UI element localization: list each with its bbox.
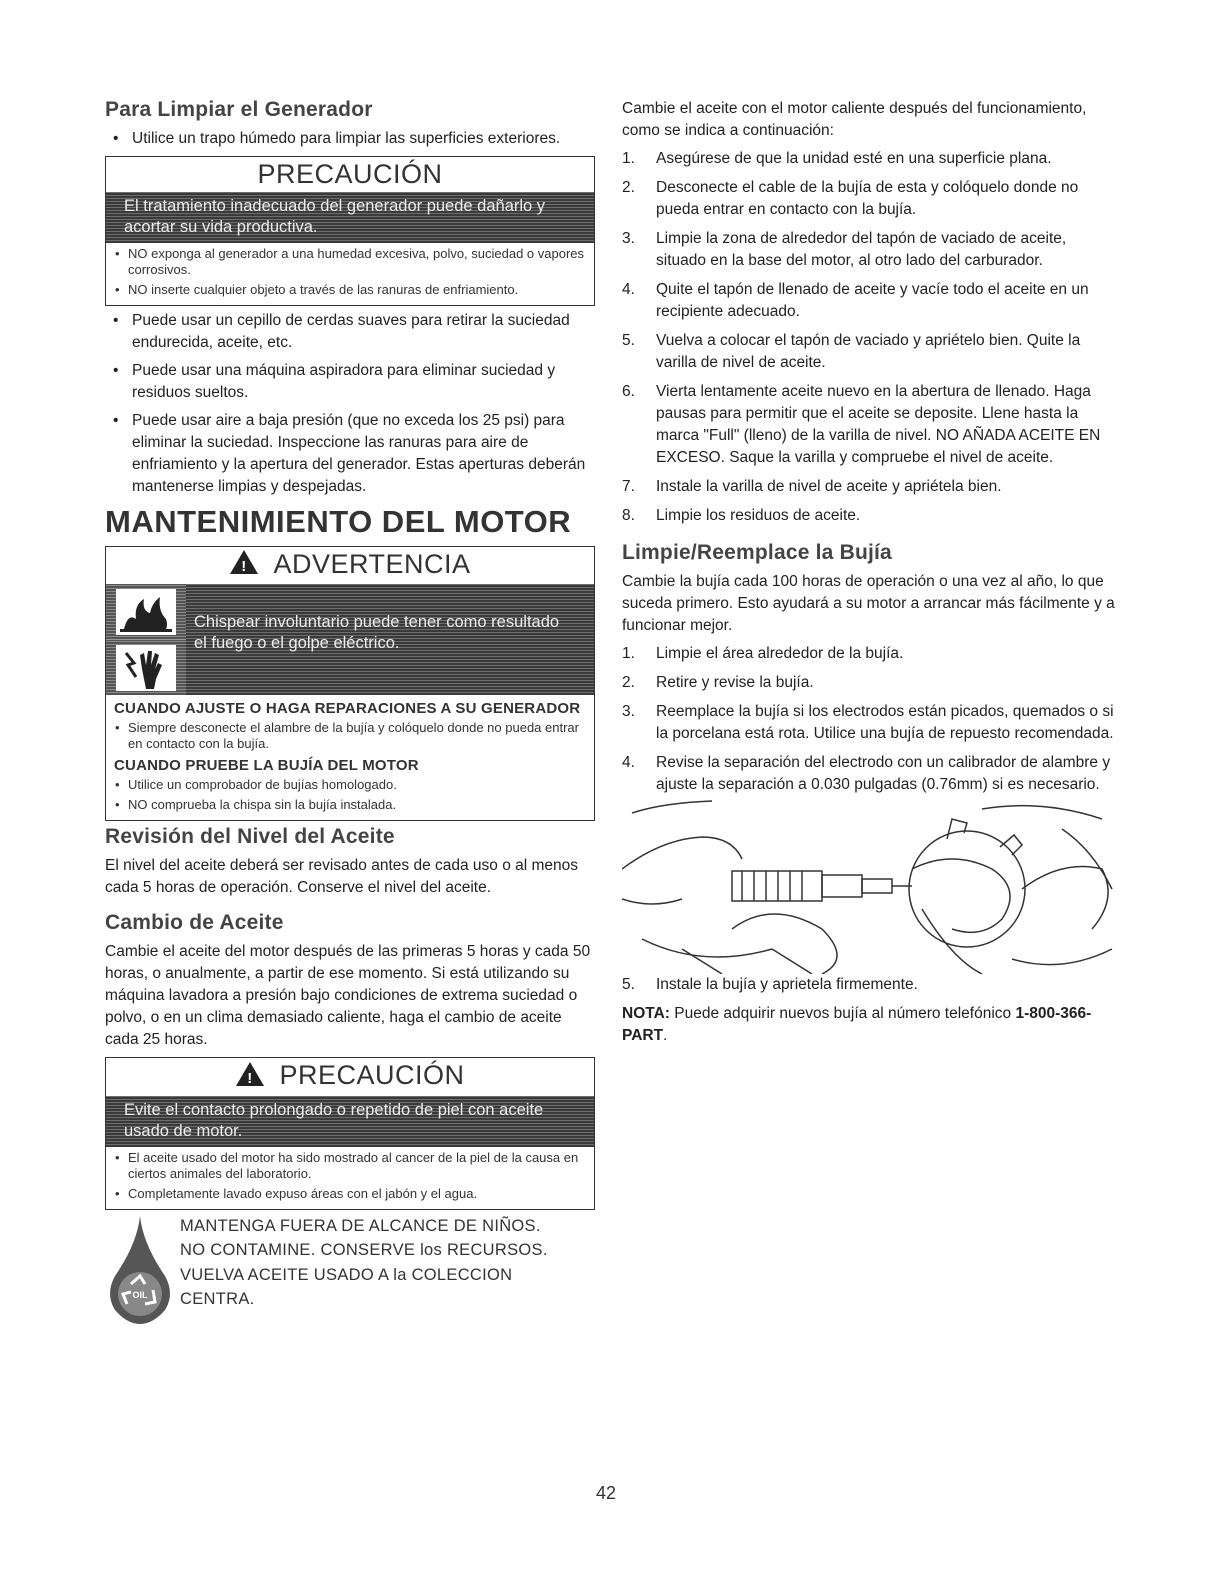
section-title-revision: Revisión del Nivel del Aceite — [105, 825, 395, 849]
bujia-steps — [622, 643, 1118, 796]
nota-label: NOTA: — [622, 1005, 670, 1022]
warning-caption: CUANDO PRUEBE LA BUJÍA DEL MOTOR — [114, 757, 419, 775]
right-column — [622, 98, 1118, 1047]
section-title-mantenimiento: MANTENIMIENTO DEL MOTOR — [105, 504, 572, 539]
oil-label: OIL — [132, 1289, 148, 1300]
oil-change-intro: Cambie el aceite con el motor caliente después del funcionamiento, como se indica a continuación: — [622, 100, 1087, 139]
list-item: • Utilice un comprobador de bujías homologado. — [114, 777, 588, 793]
recycle-line: VUELVA ACEITE USADO A la COLECCION — [180, 1265, 513, 1284]
list-item: • Puede usar una máquina aspiradora para eliminar suciedad y residuos sueltos. — [105, 360, 595, 404]
precaucion-list — [106, 243, 594, 305]
list-item: • Siempre desconecte el alambre de la bujía y colóquelo donde no pueda entrar en contacto con la bujía. — [114, 720, 588, 752]
revision-text: El nivel del aceite deberá ser revisado antes de cada uso o al menos cada 5 horas de operación. Conserve el nivel del aceite. — [105, 857, 579, 897]
fire-hazard-icon — [106, 584, 186, 640]
limpiar-list — [105, 310, 595, 498]
left-column — [105, 98, 595, 1329]
spark-plug-illustration — [622, 799, 1118, 974]
recycle-line: MANTENGA FUERA DE ALCANCE DE NIÑOS. — [180, 1216, 541, 1235]
cambio-text: Cambie el aceite del motor después de las primeras 5 horas y cada 50 horas, o anualmente, a partir de ese momento. Si está utilizando su máquina lavadora a presión bajo condiciones de extrema suciedad o polvo, o en un clima demasiado caliente, haga el cambio de aceite cada 25 horas. — [105, 943, 591, 1049]
advertencia-box — [105, 546, 595, 821]
precaucion-box-1 — [105, 156, 595, 306]
warning-list — [106, 776, 594, 820]
warning-band: El tratamiento inadecuado del generador puede dañarlo y acortar su vida productiva. — [106, 192, 594, 243]
step-item: 8. Limpie los residuos de aceite. — [622, 507, 861, 524]
hazard-icon-column — [106, 584, 186, 695]
step-item: 1. Limpie el área alrededor de la bujía. — [622, 645, 904, 662]
list-item: • NO comprueba la chispa sin la bujía instalada. — [114, 797, 588, 813]
svg-text:!: ! — [241, 558, 248, 576]
recycle-notice — [105, 1214, 595, 1329]
list-item: • Utilice un trapo húmedo para limpiar las superficies exteriores. — [105, 128, 595, 150]
step-item: 5. Instale la bujía y aprietela firmemente. — [622, 976, 918, 993]
step-item: 4. Quite el tapón de llenado de aceite y vacíe todo el aceite en un recipiente adecuado. — [622, 281, 1089, 320]
bujia-final-step — [622, 974, 1118, 996]
list-item: • Completamente lavado expuso áreas con el jabón y el agua. — [114, 1186, 588, 1202]
list-item: • Puede usar aire a baja presión (que no exceda los 25 psi) para eliminar la suciedad. Inspeccione las ranuras para aire de enfriamiento y la apertura del generador. Estas aperturas deberán mantenerse limpias y despejadas. — [105, 410, 595, 498]
nota-phone: 1-800-366-PART — [622, 1005, 1092, 1044]
oil-change-steps — [622, 148, 1118, 527]
list-item: • NO inserte cualquier objeto a través de las ranuras de enfriamiento. — [114, 282, 588, 298]
list-item: • El aceite usado del motor ha sido mostrado al cancer de la piel de la causa en ciertos animales del laboratorio. — [114, 1150, 588, 1182]
warning-row — [106, 584, 594, 695]
recycle-line: NO CONTAMINE. CONSERVE los RECURSOS. — [180, 1241, 548, 1260]
step-item: 1. Asegúrese de que la unidad esté en una superficie plana. — [622, 150, 1052, 167]
warning-list — [106, 719, 594, 752]
precaucion-box-2 — [105, 1057, 595, 1209]
precaucion-list — [106, 1147, 594, 1209]
warning-triangle-icon — [235, 1061, 265, 1094]
box-title: PRECAUCIÓN — [279, 1060, 465, 1091]
step-item: 3. Limpie la zona de alrededor del tapón de vaciado de aceite, situado en la base del motor, al otro lado del carburador. — [622, 230, 1067, 269]
recycle-line: CENTRA. — [180, 1290, 255, 1309]
box-title: ADVERTENCIA — [273, 549, 471, 579]
svg-text:!: ! — [247, 1069, 254, 1087]
warning-band: Chispear involuntario puede tener como resultado el fuego o el golpe eléctrico. — [186, 584, 594, 695]
oil-drop-recycle-icon — [105, 1214, 180, 1329]
section-title-cambio: Cambio de Aceite — [105, 911, 284, 935]
box-title-row — [106, 547, 594, 584]
warning-triangle-icon — [229, 549, 259, 582]
nota-text: Puede adquirir nuevos bujía al número telefónico — [669, 1005, 1016, 1022]
step-item: 3. Reemplace la bujía si los electrodos están picados, quemados o si la porcelana está rota. Utilice una bujía de repuesto recomendada. — [622, 703, 1114, 742]
list-item: • NO exponga al generador a una humedad excesiva, polvo, suciedad o vapores corrosivos. — [114, 246, 588, 278]
step-item: 2. Retire y revise la bujía. — [622, 674, 814, 691]
step-item: 6. Vierta lentamente aceite nuevo en la abertura de llenado. Haga pausas para permitir que el aceite se deposite. Llene hasta la marca "Full" (lleno) de la varilla de nivel. NO AÑADA ACEITE EN EXCESO. Saque la varilla y compruebe el nivel de aceite. — [622, 383, 1101, 466]
section-title-limpiar: Para Limpiar el Generador — [105, 98, 373, 121]
limpiar-list-top — [105, 128, 595, 150]
step-item: 2. Desconecte el cable de la bujía de esta y colóquelo donde no pueda entrar en contacto con la bujía. — [622, 179, 1079, 218]
step-item: 7. Instale la varilla de nivel de aceite y apriétela bien. — [622, 478, 1002, 495]
section-title-bujia: Limpie/Reemplace la Bujía — [622, 541, 892, 564]
electric-shock-icon — [106, 640, 186, 695]
box-title-row — [106, 1058, 594, 1095]
warning-band: Evite el contacto prolongado o repetido de piel con aceite usado de motor. — [106, 1096, 594, 1147]
recycle-text — [180, 1214, 548, 1329]
nota: NOTA: Puede adquirir nuevos bujía al número telefónico 1-800-366-PART. — [622, 1005, 1092, 1044]
bujia-intro: Cambie la bujía cada 100 horas de operación o una vez al año, lo que suceda primero. Esto ayudará a su motor a arrancar más fácilmente y a funcionar mejor. — [622, 573, 1115, 634]
step-item: 5. Vuelva a colocar el tapón de vaciado y apriételo bien. Quite la varilla de nivel de aceite. — [622, 332, 1081, 371]
warning-caption: CUANDO AJUSTE O HAGA REPARACIONES A SU GENERADOR — [114, 700, 581, 718]
step-item: 4. Revise la separación del electrodo con un calibrador de alambre y ajuste la separación a 0.030 pulgadas (0.76mm) si es necesario. — [622, 754, 1111, 793]
box-title: PRECAUCIÓN — [257, 159, 443, 189]
page-number: 42 — [595, 1483, 617, 1503]
list-item: • Puede usar un cepillo de cerdas suaves para retirar la suciedad endurecida, aceite, etc. — [105, 310, 595, 354]
